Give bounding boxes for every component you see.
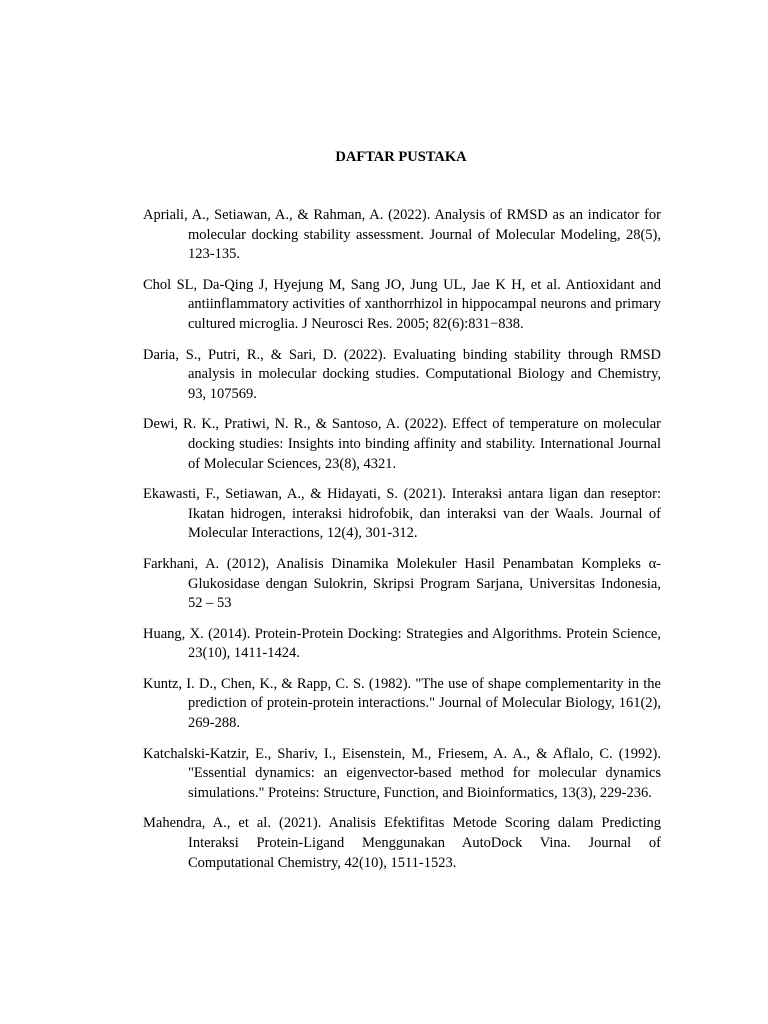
reference-entry: Chol SL, Da-Qing J, Hyejung M, Sang JO, Jung UL, Jae K H, et al. Antioxidant and antiinflammatory activities of xanthorrhizol in hippocampal neurons and primary cultured microglia. J Neurosci Res. 2005; 82(6):831−838. — [143, 276, 661, 332]
reference-entry: Mahendra, A., et al. (2021). Analisis Efektifitas Metode Scoring dalam Predicting Interaksi Protein-Ligand Menggunakan AutoDock Vina. Journal of Computational Chemistry, 42(10), 1511-1523. — [143, 815, 661, 871]
reference-entry: Kuntz, I. D., Chen, K., & Rapp, C. S. (1982). "The use of shape complementarity in the prediction of protein-protein interactions." Journal of Molecular Biology, 161(2), 269-288. — [143, 675, 661, 732]
reference-entry: Daria, S., Putri, R., & Sari, D. (2022). Evaluating binding stability through RMSD analysis in molecular docking studies. Computational Biology and Chemistry, 93, 107569. — [143, 346, 661, 402]
reference-entry: Huang, X. (2014). Protein-Protein Docking: Strategies and Algorithms. Protein Science, 23(10), 1411-1424. — [143, 625, 661, 662]
reference-entry: Farkhani, A. (2012), Analisis Dinamika Molekuler Hasil Penambatan Kompleks α-Glukosidase dengan Sulokrin, Skripsi Program Sarjana, Universitas Indonesia, 52 – 53 — [143, 555, 661, 612]
reference-entry: Katchalski-Katzir, E., Shariv, I., Eisenstein, M., Friesem, A. A., & Aflalo, C. (1992). "Essential dynamics: an eigenvector-based method for molecular dynamics simulations." Proteins: Structure, Function, and Bioinformatics, 13(3), 229-236. — [143, 745, 661, 801]
reference-list — [143, 206, 661, 884]
reference-entry: Ekawasti, F., Setiawan, A., & Hidayati, S. (2021). Interaksi antara ligan dan reseptor: Ikatan hidrogen, interaksi hidrofobik, dan interaksi van der Waals. Journal of Molecular Interactions, 12(4), 301-312. — [143, 486, 661, 542]
reference-entry: Dewi, R. K., Pratiwi, N. R., & Santoso, A. (2022). Effect of temperature on molecular docking studies: Insights into binding affinity and stability. International Journal of Molecular Sciences, 23(8), 4321. — [143, 416, 661, 472]
reference-entry: Apriali, A., Setiawan, A., & Rahman, A. (2022). Analysis of RMSD as an indicator for molecular docking stability assessment. Journal of Molecular Modeling, 28(5), 123-135. — [143, 207, 661, 263]
page-title: DAFTAR PUSTAKA — [335, 149, 467, 165]
